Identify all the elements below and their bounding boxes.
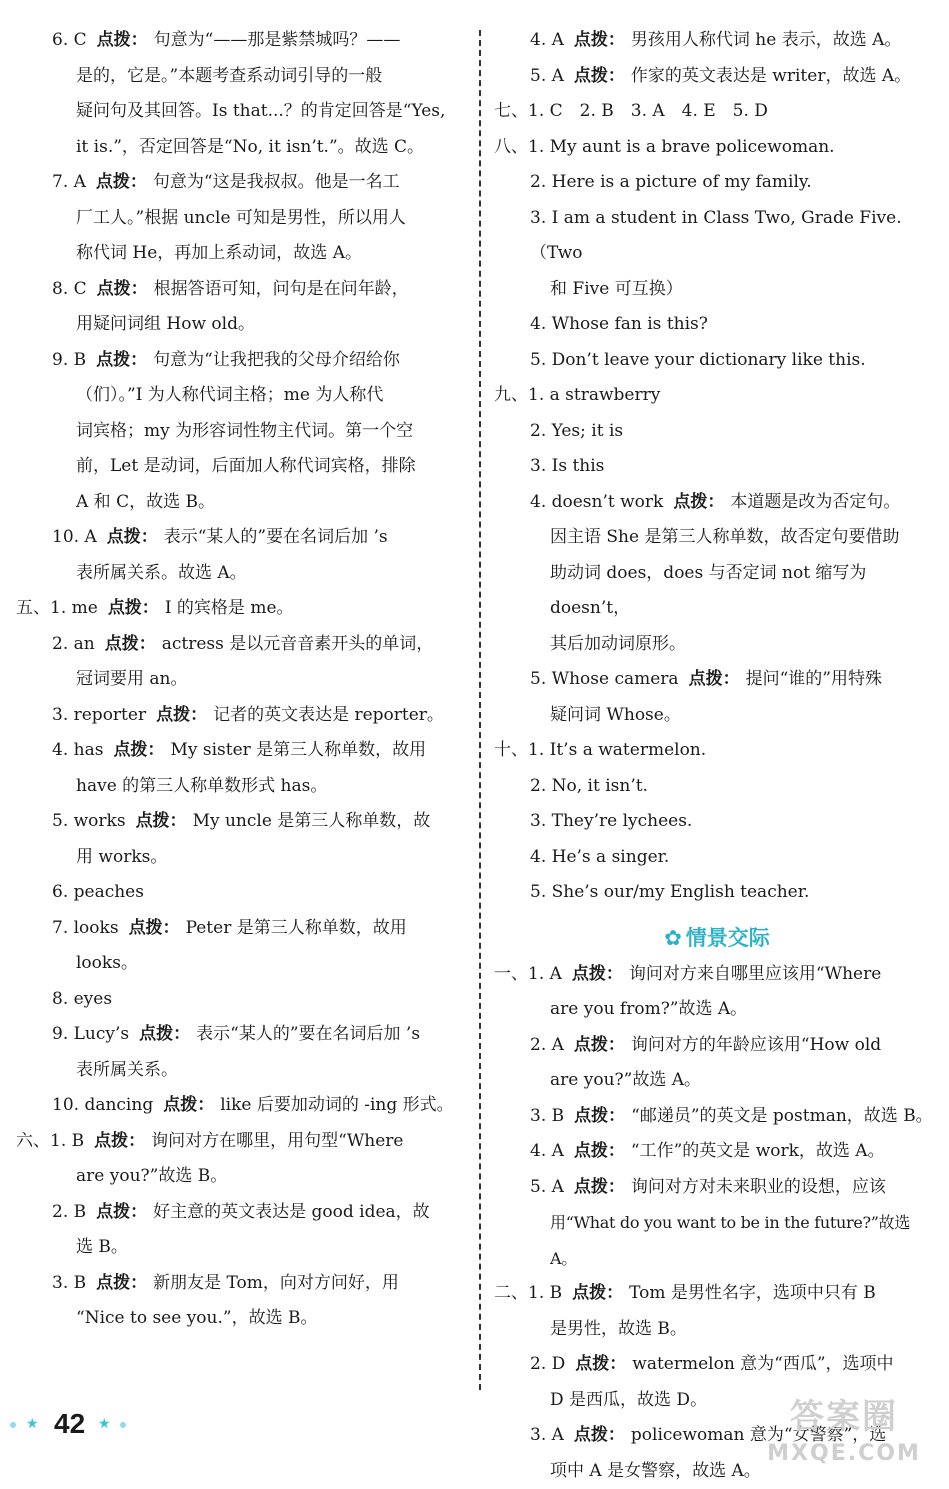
answer-9-4: 4. doesn’t work 点拨： 本道题是改为否定句。 <box>494 485 940 521</box>
answer-10-3: 3. They’re lychees. <box>494 804 940 840</box>
answer-text: 词宾格；my 为形容词性物主代词。第一个空 <box>16 414 466 450</box>
answer-6-2: 2. B 点拨： 好主意的英文表达是 good idea，故 <box>16 1195 466 1231</box>
answer-10-4: 4. He’s a singer. <box>494 840 940 876</box>
answer-c2-2: 2. D 点拨： watermelon 意为“西瓜”，选项中 <box>494 1347 940 1383</box>
answer-text: are you?”故选 A。 <box>494 1063 940 1099</box>
answer-text: are you from?”故选 A。 <box>494 992 940 1028</box>
answer-text: A 和 C，故选 B。 <box>16 485 466 521</box>
answer-9-3: 3. Is this <box>494 449 940 485</box>
answer-5-8: 8. eyes <box>16 982 466 1018</box>
page-number: 42 <box>54 1408 85 1440</box>
answer-c1-5: 5. A 点拨： 询问对方对未来职业的设想，应该 <box>494 1170 940 1206</box>
answer-10-5: 5. She’s our/my English teacher. <box>494 875 940 911</box>
star-icon: ★ <box>98 1416 111 1432</box>
answer-9-5: 5. Whose camera 点拨： 提问“谁的”用特殊 <box>494 662 940 698</box>
section-label: 二、 <box>494 1283 528 1303</box>
section-5: 五、1. me 点拨： I 的宾格是 me。 <box>16 591 466 627</box>
answer-8: 8. C 点拨： 根据答语可知，问句是在问年龄， <box>16 272 466 308</box>
answer-text: 疑问句及其回答。Is that...？的肯定回答是“Yes, <box>16 94 466 130</box>
answer-text: “Nice to see you.”，故选 B。 <box>16 1301 466 1337</box>
answer-text: 用疑问词组 How old。 <box>16 307 466 343</box>
answer-text: 冠词要用 an。 <box>16 662 466 698</box>
answer-text: it is.”，否定回答是“No, it isn’t.”。故选 C。 <box>16 130 466 166</box>
section-2: 二、1. B 点拨： Tom 是男性名字，选项中只有 B <box>494 1276 940 1312</box>
section-title: ✿ 情景交际 <box>494 919 940 957</box>
answer-8-4: 4. Whose fan is this? <box>494 307 940 343</box>
watermark <box>759 1395 929 1477</box>
section-label: 九、 <box>494 385 528 405</box>
section-6: 六、1. B 点拨： 询问对方在哪里，用句型“Where <box>16 1124 466 1160</box>
answer-text: 是男性，故选 B。 <box>494 1312 940 1348</box>
answer-5-9: 9. Lucy’s 点拨： 表示“某人的”要在名词后加 ’s <box>16 1017 466 1053</box>
section-1: 一、1. A 点拨： 询问对方来自哪里应该用“Where <box>494 957 940 993</box>
section-label: 十、 <box>494 740 528 760</box>
answer-text: 表所属关系。 <box>16 1053 466 1089</box>
paw-icon: ✿ <box>664 926 682 950</box>
answer-text: 助动词 does，does 与否定词 not 缩写为 doesn’t， <box>494 556 940 627</box>
answer-5-10: 10. dancing 点拨： like 后要加动词的 -ing 形式。 <box>16 1088 466 1124</box>
answer-10-2: 2. No, it isn’t. <box>494 769 940 805</box>
answer-5-5: 5. works 点拨： My uncle 是第三人称单数，故 <box>16 804 466 840</box>
section-7: 七、1. C 2. B 3. A 4. E 5. D <box>494 94 940 130</box>
decor-dot <box>120 1422 126 1428</box>
section-8: 八、1. My aunt is a brave policewoman. <box>494 130 940 166</box>
answer-7: 7. A 点拨： 句意为“这是我叔叔。他是一名工 <box>16 165 466 201</box>
star-icon: ★ <box>26 1416 39 1432</box>
answer-8-2: 2. Here is a picture of my family. <box>494 165 940 201</box>
answer-c2-3: 3. A 点拨： policewoman 意为“女警察”，选 <box>494 1418 940 1454</box>
answer-8-5: 5. Don’t leave your dictionary like this. <box>494 343 940 379</box>
left-column <box>16 0 466 1337</box>
answer-6-3: 3. B 点拨： 新朋友是 Tom，向对方问好，用 <box>16 1266 466 1302</box>
answer-c1-3: 3. B 点拨： “邮递员”的英文是 postman，故选 B。 <box>494 1099 940 1135</box>
answer-text: 选 B。 <box>16 1230 466 1266</box>
answer-r-4: 4. A 点拨： 男孩用人称代词 he 表示，故选 A。 <box>494 23 940 59</box>
right-column <box>494 0 940 1489</box>
decor-dot <box>10 1422 16 1428</box>
answer-text: 项中 A 是女警察，故选 A。 <box>494 1454 940 1489</box>
answer-c1-4: 4. A 点拨： “工作”的英文是 work，故选 A。 <box>494 1134 940 1170</box>
answer-c1-2: 2. A 点拨： 询问对方的年龄应该用“How old <box>494 1028 940 1064</box>
answer-9: 9. B 点拨： 句意为“让我把我的父母介绍给你 <box>16 343 466 379</box>
answer-5-4: 4. has 点拨： My sister 是第三人称单数，故用 <box>16 733 466 769</box>
section-10: 十、1. It’s a watermelon. <box>494 733 940 769</box>
answer-text: 因主语 She 是第三人称单数，故否定句要借助 <box>494 520 940 556</box>
answer-5-2: 2. an 点拨： actress 是以元音音素开头的单词， <box>16 627 466 663</box>
column-divider <box>479 30 481 1390</box>
answer-text: are you?”故选 B。 <box>16 1159 466 1195</box>
answer-text: 疑问词 Whose。 <box>494 698 940 734</box>
answer-6: 6. C 点拨： 句意为“——那是紫禁城吗？—— <box>16 23 466 59</box>
answer-text: D 是西瓜，故选 D。 <box>494 1383 940 1419</box>
answer-text: （们）。”I 为人称代词主格；me 为人称代 <box>16 378 466 414</box>
answer-text: 是的，它是。”本题考查系动词引导的一般 <box>16 59 466 95</box>
answer-text: 称代词 He，再加上系动词，故选 A。 <box>16 236 466 272</box>
answer-5-3: 3. reporter 点拨： 记者的英文表达是 reporter。 <box>16 698 466 734</box>
answer-5-7: 7. looks 点拨： Peter 是第三人称单数，故用 <box>16 911 466 947</box>
answer-text: 前，Let 是动词，后面加人称代词宾格，排除 <box>16 449 466 485</box>
section-label: 八、 <box>494 137 528 157</box>
watermark-top: 答案圈 <box>759 1395 929 1439</box>
answer-10: 10. A 点拨： 表示“某人的”要在名词后加 ’s <box>16 520 466 556</box>
answer-text: 用 works。 <box>16 840 466 876</box>
answer-text: 用“What do you want to be in the future?”故选 A。 <box>494 1205 940 1276</box>
answer-text: looks。 <box>16 946 466 982</box>
watermark-bottom: MXQE.COM <box>759 1439 929 1469</box>
section-label: 一、 <box>494 964 528 984</box>
answer-r-5: 5. A 点拨： 作家的英文表达是 writer，故选 A。 <box>494 59 940 95</box>
answer-text: 其后加动词原形。 <box>494 627 940 663</box>
answer-8-3: 3. I am a student in Class Two, Grade Five.（Two <box>494 201 940 272</box>
section-label: 七、 <box>494 101 528 121</box>
answer-text: 厂工人。”根据 uncle 可知是男性，所以用人 <box>16 201 466 237</box>
answer-9-2: 2. Yes; it is <box>494 414 940 450</box>
answer-text: 和 Five 可互换） <box>494 272 940 308</box>
answer-text: have 的第三人称单数形式 has。 <box>16 769 466 805</box>
section-label: 五、 <box>16 598 50 618</box>
section-9: 九、1. a strawberry <box>494 378 940 414</box>
section-label: 六、 <box>16 1131 50 1151</box>
answer-text: 表所属关系。故选 A。 <box>16 556 466 592</box>
answer-5-6: 6. peaches <box>16 875 466 911</box>
